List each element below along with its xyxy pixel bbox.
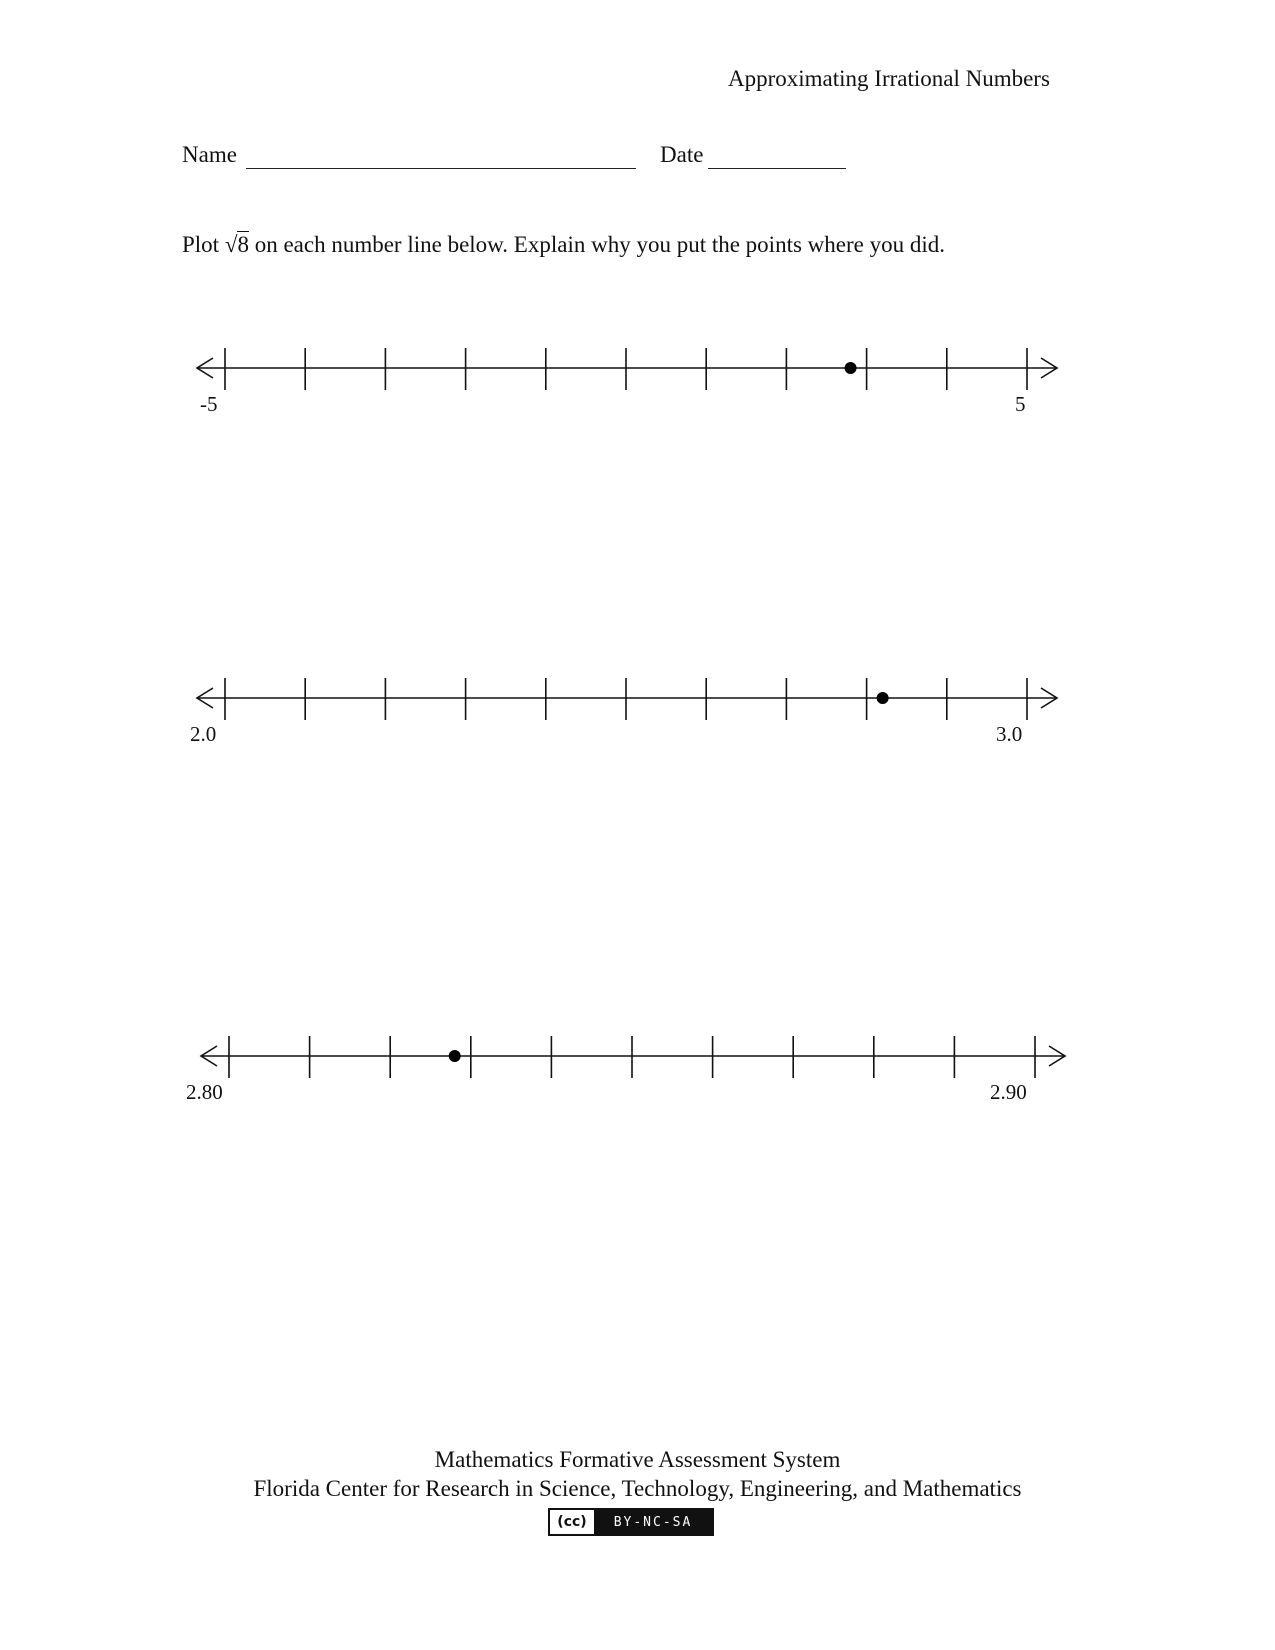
- number-line-3-max-label: 2.90: [990, 1080, 1027, 1104]
- license-badge: [548, 1508, 714, 1536]
- number-line-2-max-label: 3.0: [996, 722, 1023, 746]
- footer-line-2: Florida Center for Research in Science, Technology, Engineering, and Mathematics: [253, 1476, 1022, 1501]
- plotted-point: [449, 1050, 461, 1062]
- name-field[interactable]: [246, 168, 636, 169]
- number-line-3-min-label: 2.80: [186, 1080, 223, 1104]
- plotted-point: [845, 362, 857, 374]
- instructions-suffix: on each number line below. Explain why you put the points where you did.: [248, 232, 945, 257]
- number-line-1-min-label: -5: [200, 392, 218, 416]
- footer: [0, 1445, 1275, 1503]
- footer-line-1: Mathematics Formative Assessment System: [434, 1447, 841, 1472]
- license-text: BY-NC-SA: [594, 1510, 712, 1534]
- number-line-2-min-label: 2.0: [190, 722, 217, 746]
- number-line-1: [0, 330, 1275, 416]
- instructions-prefix: Plot: [182, 232, 225, 257]
- number-line-1-max-label: 5: [1015, 392, 1026, 416]
- date-field[interactable]: [708, 168, 846, 169]
- radical-sign: √: [224, 232, 238, 257]
- worksheet-title: Approximating Irrational Numbers: [728, 66, 1050, 91]
- plotted-point: [877, 692, 889, 704]
- number-line-1-graphic: [0, 330, 1275, 410]
- date-label: Date: [660, 142, 704, 167]
- instructions: [182, 232, 945, 258]
- name-label: Name: [182, 142, 237, 167]
- radicand: 8: [237, 232, 249, 257]
- number-line-3: [0, 1018, 1275, 1104]
- number-line-2: [0, 660, 1275, 746]
- cc-icon: (cc): [550, 1510, 594, 1534]
